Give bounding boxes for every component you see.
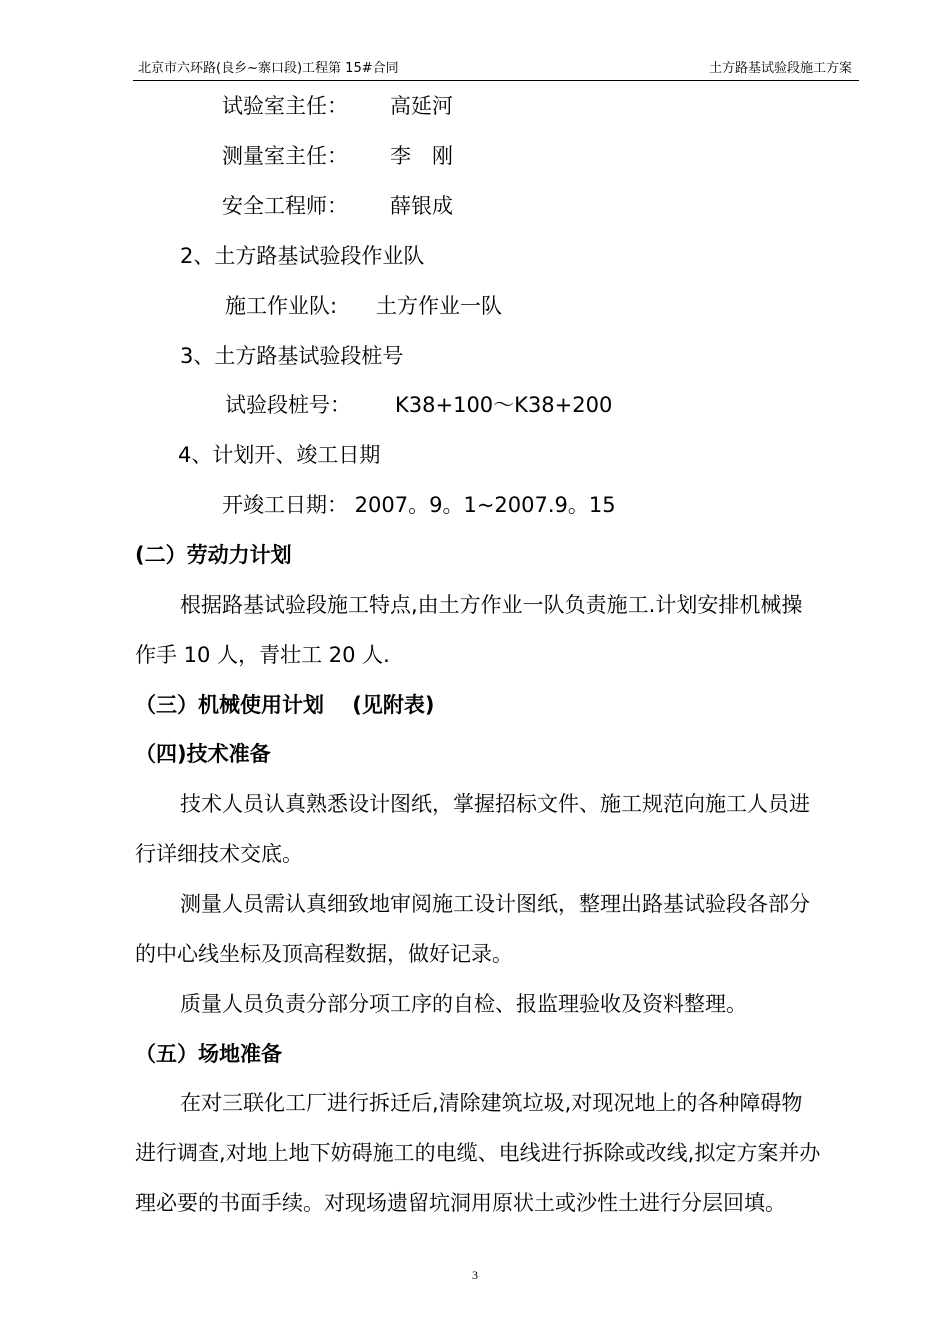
staff-role: 测量室主任： bbox=[222, 144, 348, 168]
header-left-text: 北京市六环路(良乡~寨口段)工程第 15#合同 bbox=[138, 61, 399, 76]
staff-name: 薛银成 bbox=[390, 194, 453, 218]
dates-text: 开竣工日期： 2007。9。1~2007.9。15 bbox=[222, 493, 616, 517]
paragraph-line: 在对三联化工厂进行拆迁后,清除建筑垃圾,对现况地上的各种障碍物 bbox=[180, 1091, 803, 1115]
paragraph-line: 根据路基试验段施工特点,由土方作业一队负责施工.计划安排机械操 bbox=[180, 593, 803, 617]
section-title: （三）机械使用计划 (见附表) bbox=[135, 693, 435, 717]
item-heading: 2、土方路基试验段作业队 bbox=[180, 244, 425, 268]
item-heading: 3、土方路基试验段桩号 bbox=[180, 344, 404, 368]
staff-role: 试验室主任： bbox=[222, 94, 348, 118]
header-rule bbox=[133, 80, 859, 81]
station-value: K38+100～K38+200 bbox=[395, 393, 613, 417]
section-title: （四)技术准备 bbox=[135, 742, 271, 766]
page-number: 3 bbox=[472, 1268, 478, 1282]
staff-name: 李 刚 bbox=[390, 144, 453, 168]
paragraph-line: 的中心线坐标及顶高程数据，做好记录。 bbox=[135, 942, 513, 966]
station-label: 试验段桩号： bbox=[225, 393, 351, 417]
paragraph-line: 作手 10 人，青壮工 20 人. bbox=[135, 643, 390, 667]
staff-role: 安全工程师： bbox=[222, 194, 348, 218]
paragraph-line: 技术人员认真熟悉设计图纸，掌握招标文件、施工规范向施工人员进 bbox=[180, 792, 810, 816]
paragraph-line: 测量人员需认真细致地审阅施工设计图纸，整理出路基试验段各部分 bbox=[180, 892, 810, 916]
paragraph-line: 行详细技术交底。 bbox=[135, 842, 303, 866]
crew-label: 施工作业队: bbox=[225, 294, 338, 318]
paragraph-line: 理必要的书面手续。对现场遗留坑洞用原状土或沙性土进行分层回填。 bbox=[135, 1191, 786, 1215]
item-heading: 4、计划开、竣工日期 bbox=[178, 443, 381, 467]
crew-value: 土方作业一队 bbox=[376, 294, 502, 318]
section-title: （五）场地准备 bbox=[135, 1042, 282, 1066]
paragraph-line: 质量人员负责分部分项工序的自检、报监理验收及资料整理。 bbox=[180, 992, 747, 1016]
section-title: (二）劳动力计划 bbox=[135, 543, 292, 567]
paragraph-line: 进行调查,对地上地下妨碍施工的电缆、电线进行拆除或改线,拟定方案并办 bbox=[135, 1141, 821, 1165]
header-right-text: 土方路基试验段施工方案 bbox=[708, 61, 852, 76]
staff-name: 高延河 bbox=[390, 94, 453, 118]
